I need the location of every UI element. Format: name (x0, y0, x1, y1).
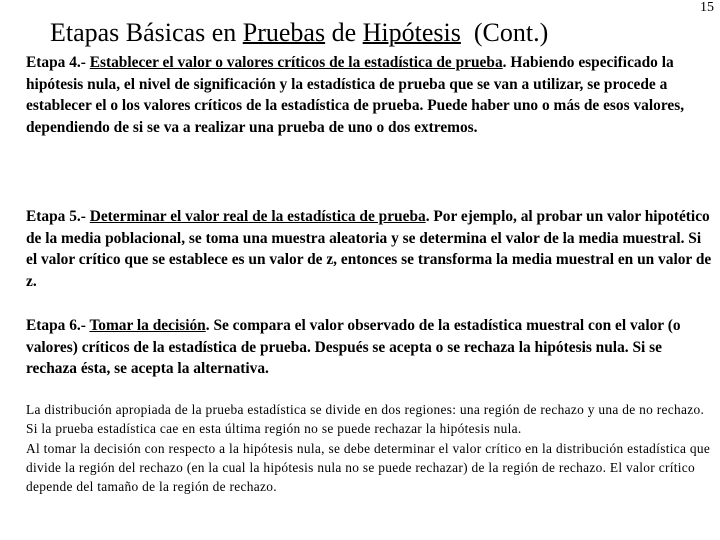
step-4-paragraph (26, 52, 716, 138)
step-4-body: . Habiendo especificado la hipótesis nula, el nivel de significación y la estadística de prueba que se van a utilizar, se procede a establecer el o los valores críticos de la estadística de prueba. Puede haber uno o más de esos valores, dependiendo de si se va a realizar una prueba de uno o dos extremos. (26, 54, 685, 136)
step-5-body: . Por ejemplo, al probar un valor hipotético de la media poblacional, se toma una muestra aleatoria y se determina el valor de la media muestral. Si el valor crítico que se establece es un valor de z, entonces se transforma la media muestral en un valor de z. (26, 208, 712, 290)
step-4-label: Etapa 4.- (26, 54, 90, 71)
step-6-body: . Se compara el valor observado de la estadística muestral con el valor (o valores) críticos de la estadística de prueba. Después se acepta o se rechaza la hipótesis nula. Si se rechaza ésta, se acepta la alternativa. (26, 317, 681, 377)
title-link-hipotesis: Hipótesis (362, 18, 461, 47)
notes-section (26, 400, 716, 496)
title-text-2: de (325, 18, 363, 47)
step-5-label: Etapa 5.- (26, 208, 90, 225)
title-link-pruebas: Pruebas (242, 18, 326, 47)
step-6-label: Etapa 6.- (26, 317, 90, 334)
step-5-paragraph (26, 206, 716, 292)
step-6-heading: Tomar la decisión (89, 317, 206, 334)
title-text-1: Etapas Básicas en (50, 18, 243, 47)
note-paragraph-1: La distribución apropiada de la prueba estadística se divide en dos regiones: una región de rechazo y una de no rechazo. Si la prueba estadística cae en esta última región no se puede rechazar la hipótesis nula. (26, 402, 705, 437)
step-4-heading: Establecer el valor o valores críticos de la estadística de prueba (89, 54, 503, 71)
step-6-paragraph (26, 315, 716, 380)
page-title (50, 18, 548, 48)
note-paragraph-2: Al tomar la decisión con respecto a la hipótesis nula, se debe determinar el valor crítico en la distribución estadística que divide la región del rechazo (en la cual la hipótesis nula no se puede rechazar) de la región de rechazo. El valor crítico depende del tamaño de la región de rechazo. (26, 440, 711, 495)
step-5-heading: Determinar el valor real de la estadística de prueba (89, 208, 426, 225)
page-number: 15 (700, 0, 714, 15)
title-text-3: (Cont.) (460, 18, 549, 47)
